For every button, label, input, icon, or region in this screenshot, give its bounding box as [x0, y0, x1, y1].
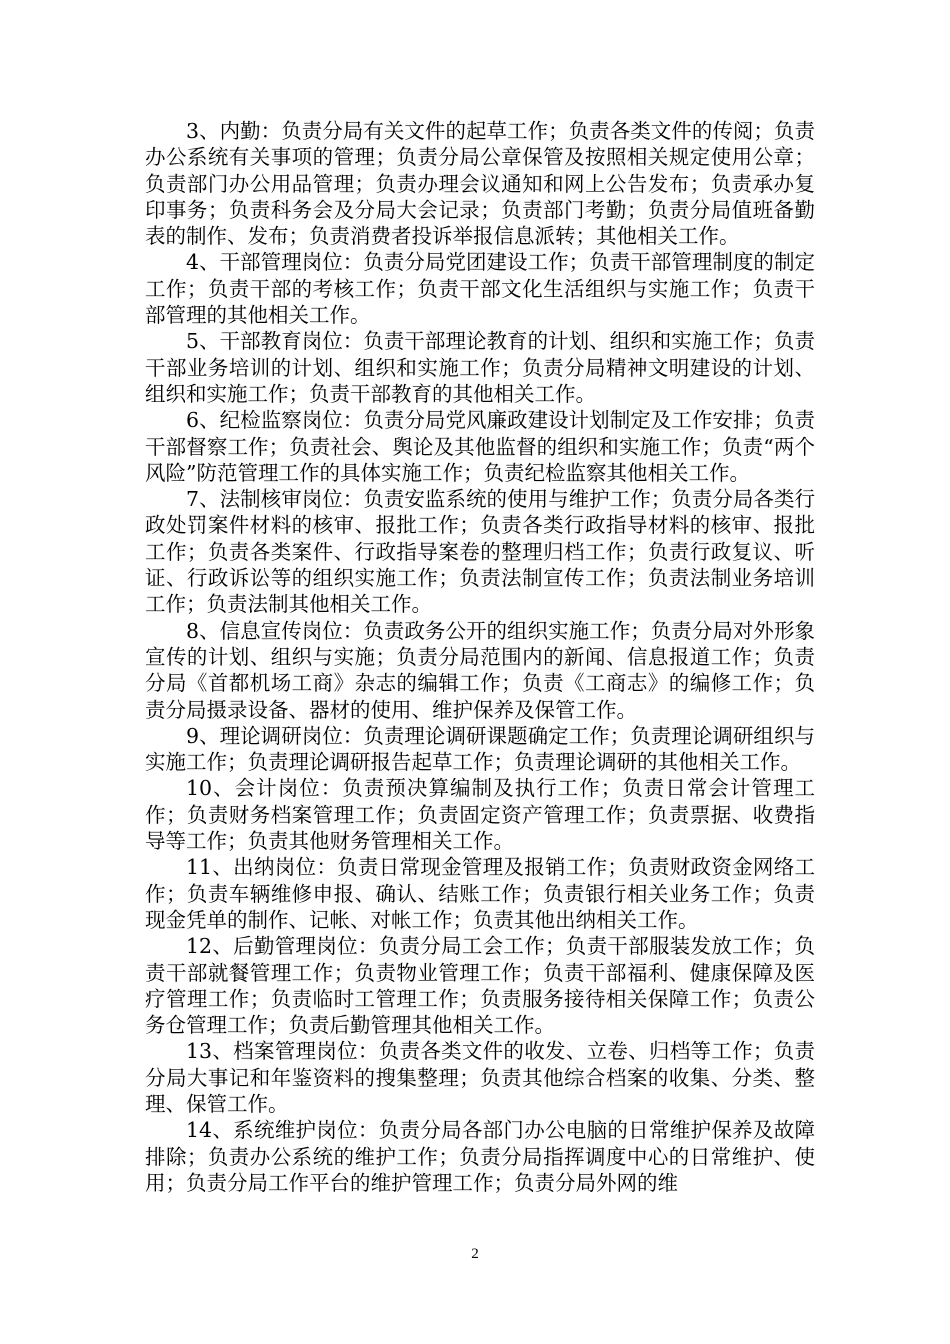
paragraph-item-4-cadre-management: 4、干部管理岗位：负责分局党团建设工作；负责干部管理制度的制定工作；负责干部的考核工作；负责干部文化生活组织与实施工作；负责干部管理的其他相关工作。 — [145, 250, 815, 328]
paragraph-item-12-logistics: 12、后勤管理岗位：负责分局工会工作；负责干部服装发放工作；负责干部就餐管理工作；负责物业管理工作；负责干部福利、健康保障及医疗管理工作；负责临时工管理工作；负责服务接待相关保障工作；负责公务仓管理工作；负责后勤管理其他相关工作。 — [145, 934, 815, 1038]
paragraph-item-10-accounting: 10、会计岗位：负责预决算编制及执行工作；负责日常会计管理工作；负责财务档案管理工作；负责固定资产管理工作；负责票据、收费指导等工作；负责其他财务管理相关工作。 — [145, 776, 815, 854]
paragraph-item-6-discipline-inspection: 6、纪检监察岗位：负责分局党风廉政建设计划制定及工作安排；负责干部督察工作；负责社会、舆论及其他监督的组织和实施工作；负责“两个风险”防范管理工作的具体实施工作；负责纪检监察其他相关工作。 — [145, 408, 815, 485]
paragraph-item-5-cadre-education: 5、干部教育岗位：负责干部理论教育的计划、组织和实施工作；负责干部业务培训的计划、组织和实施工作；负责分局精神文明建设的计划、组织和实施工作；负责干部教育的其他相关工作。 — [145, 329, 815, 406]
paragraph-item-9-theory-research: 9、理论调研岗位：负责理论调研课题确定工作；负责理论调研组织与实施工作；负责理论调研报告起草工作；负责理论调研的其他相关工作。 — [145, 723, 815, 775]
paragraph-item-8-information-publicity: 8、信息宣传岗位：负责政务公开的组织实施工作；负责分局对外形象宣传的计划、组织与实施；负责分局范围内的新闻、信息报道工作；负责分局《首都机场工商》杂志的编辑工作；负责《工商志》的编修工作；负责分局摄录设备、器材的使用、维护保养及保管工作。 — [145, 618, 815, 722]
paragraph-item-11-cashier: 11、出纳岗位：负责日常现金管理及报销工作；负责财政资金网络工作；负责车辆维修申报、确认、结账工作；负责银行相关业务工作；负责现金凭单的制作、记帐、对帐工作；负责其他出纳相关工作。 — [145, 855, 815, 932]
page-number: 2 — [471, 1246, 479, 1262]
paragraph-item-7-legal-review: 7、法制核审岗位：负责安监系统的使用与维护工作；负责分局各类行政处罚案件材料的核审、报批工作；负责各类行政指导材料的核审、报批工作；负责各类案件、行政指导案卷的整理归档工作；负责行政复议、听证、行政诉讼等的组织实施工作；负责法制宣传工作；负责法制业务培训工作；负责法制其他相关工作。 — [145, 487, 815, 617]
paragraph-item-14-system-maintenance: 14、系统维护岗位：负责分局各部门办公电脑的日常维护保养及故障排除；负责办公系统的维护工作；负责分局指挥调度中心的日常维护、使用；负责分局工作平台的维护管理工作；负责分局外网的维 — [145, 1118, 815, 1195]
paragraph-item-3-internal-affairs: 3、内勤：负责分局有关文件的起草工作；负责各类文件的传阅；负责办公系统有关事项的管理；负责分局公章保管及按照相关规定使用公章；负责部门办公用品管理；负责办理会议通知和网上公告发布；负责承办复印事务；负责科务会及分局大会记录；负责部门考勤；负责分局值班备勤表的制作、发布；负责消费者投诉举报信息派转；其他相关工作。 — [145, 119, 815, 249]
document-body — [145, 118, 815, 1196]
paragraph-item-13-archives: 13、档案管理岗位：负责各类文件的收发、立卷、归档等工作；负责分局大事记和年鉴资料的搜集整理；负责其他综合档案的收集、分类、整理、保管工作。 — [145, 1039, 815, 1116]
